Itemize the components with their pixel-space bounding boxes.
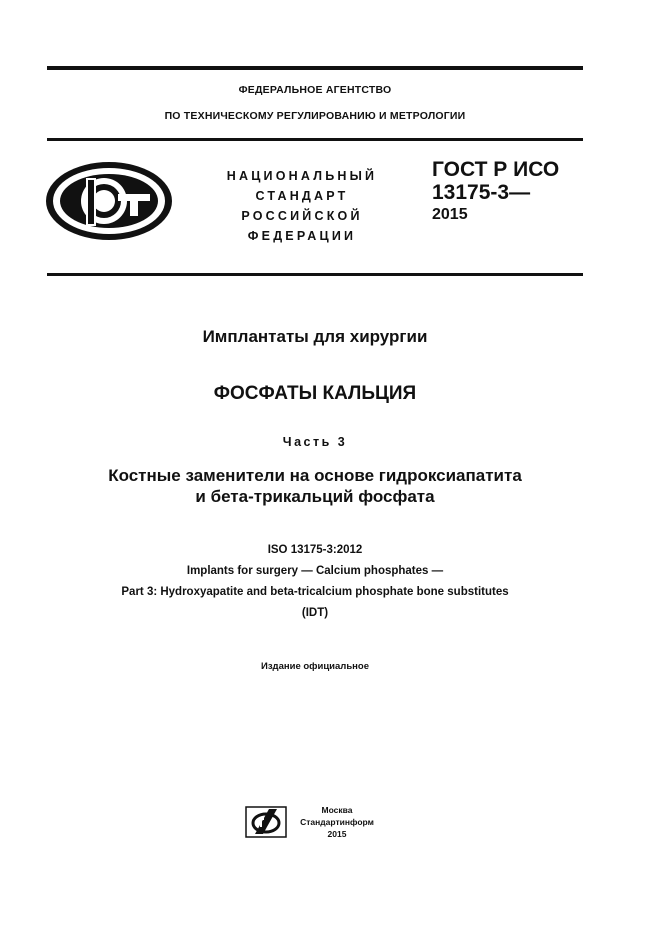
part-title — [40, 465, 590, 507]
designation-line-1: ГОСТ Р ИСО — [432, 158, 560, 181]
national-standard-line-3: РОССИЙСКОЙ — [241, 209, 363, 223]
title-rule — [47, 273, 583, 276]
agency-line-2: ПО ТЕХНИЧЕСКОМУ РЕГУЛИРОВАНИЮ И МЕТРОЛОГИИ — [164, 110, 466, 122]
agency-line-1: ФЕДЕРАЛЬНОЕ АГЕНТСТВО — [238, 84, 392, 96]
top-rule — [47, 66, 583, 70]
standartinform-logo-icon — [245, 806, 287, 838]
edition-label: Издание официальное — [261, 661, 369, 672]
designation-year: 2015 — [432, 206, 468, 223]
national-standard-line-2: СТАНДАРТ — [255, 189, 349, 203]
document-title: Имплантаты для хирургии — [202, 327, 428, 346]
part-number: Часть 3 — [282, 435, 348, 449]
national-standard-line-4: ФЕДЕРАЦИИ — [247, 229, 357, 243]
standard-designation — [432, 158, 559, 226]
header-rule — [47, 138, 583, 141]
publisher-name: Стандартинформ — [300, 817, 374, 827]
iso-title-line-1: Implants for surgery — Calcium phosphates — — [186, 565, 444, 577]
publisher-year: 2015 — [327, 829, 347, 839]
gost-r-certification-mark-icon — [44, 160, 174, 242]
iso-idt: (IDT) — [301, 607, 329, 619]
iso-title-line-2: Part 3: Hydroxyapatite and beta-tricalcium phosphate bone substitutes — [121, 586, 509, 598]
national-standard-block — [212, 166, 392, 246]
publisher-city: Москва — [321, 805, 353, 815]
iso-number: ISO 13175-3:2012 — [267, 544, 363, 556]
part-title-line-1: Костные заменители на основе гидроксиапатита — [108, 466, 522, 485]
part-title-line-2: и бета-трикальций фосфата — [195, 487, 435, 506]
publisher-block — [293, 804, 381, 840]
document-subject: ФОСФАТЫ КАЛЬЦИЯ — [213, 383, 417, 404]
designation-line-2: 13175-3— — [432, 181, 531, 204]
iso-reference — [40, 540, 590, 624]
national-standard-line-1: НАЦИОНАЛЬНЫЙ — [226, 169, 378, 183]
